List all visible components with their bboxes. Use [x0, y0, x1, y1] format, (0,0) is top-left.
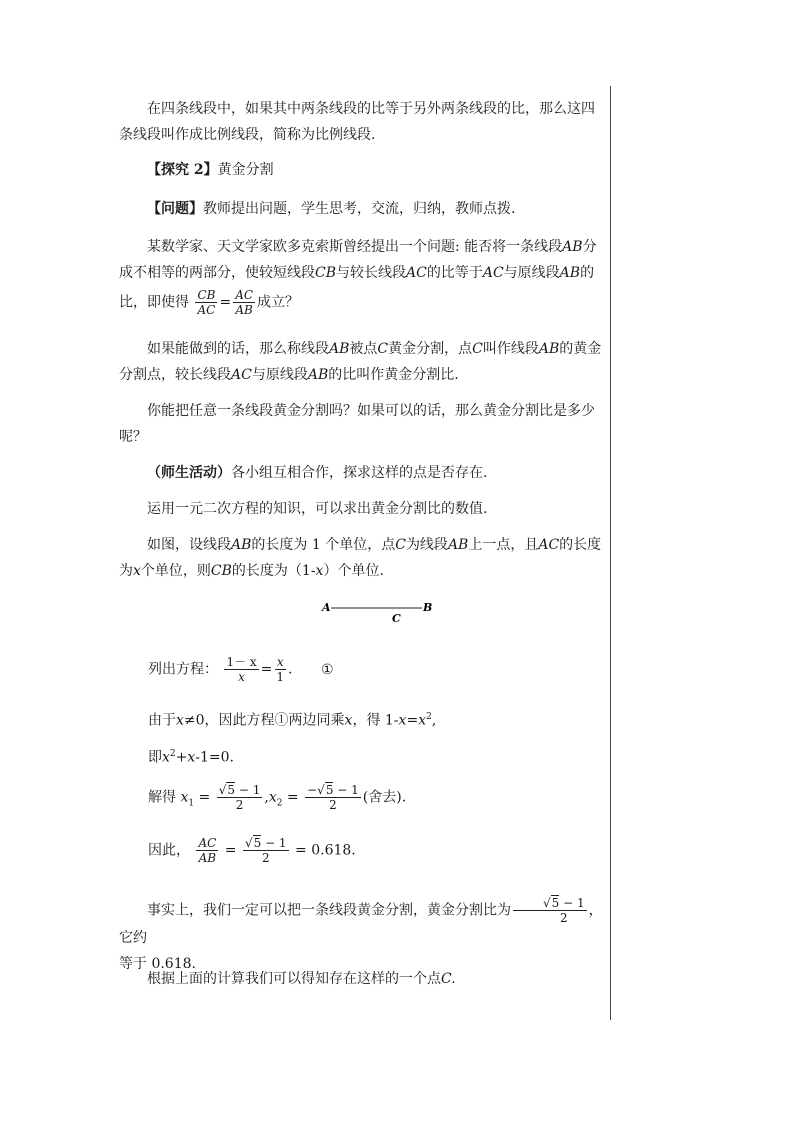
- fraction-x-over-1: $\frac{x}{1}$: [276, 655, 285, 684]
- activity-label: （师生活动）: [147, 465, 231, 481]
- paragraph-setup: 如图，设线段AB的长度为 1 个单位，点C为线段AB上一点，且AC的长度为x个单位，则CB的长度为（1-x）个单位.: [119, 537, 602, 579]
- paragraph-quadratic: 运用一元二次方程的知识，可以求出黄金分割比的数值.: [147, 501, 488, 517]
- question-line: [119, 196, 605, 222]
- table-border-right: [610, 86, 611, 1020]
- equation-solution: 解得 $x_1$ = $\frac{√5 - 1}{2}$ $,x_2$ = $\frac{-√5 - 1}{2}$ (舍去).: [148, 783, 407, 812]
- fraction-root5-minus1-over-2-c: $\frac{√5 - 1}{2}$: [513, 896, 587, 925]
- paragraph-existence: 根据上面的计算我们可以得知存在这样的一个点C.: [147, 971, 456, 987]
- point-a-label: A: [322, 601, 331, 614]
- explore-title: 黄金分割: [217, 162, 274, 178]
- fraction-cb-ac: $\frac{CB}{AC}$: [197, 288, 216, 317]
- equation-number-1: ①: [320, 661, 334, 678]
- fraction-neg-root5-minus1-over-2: $\frac{-√5 - 1}{2}$: [307, 783, 359, 812]
- question-text: 教师提出问题，学生思考，交流，归纳，教师点拨.: [203, 201, 516, 217]
- question-bracket: 【问题】: [147, 201, 203, 217]
- paragraph-activity: （师生活动）各小组互相合作，探求这样的点是否存在.: [147, 465, 488, 481]
- fraction-1-minus-x-over-x: $\frac{1- x}{x}$: [226, 655, 257, 684]
- point-b-label: B: [423, 601, 433, 614]
- paragraph-eudoxus-problem: 某数学家、天文学家欧多克索斯曾经提出一个问题: 能否将一条线段AB分成不相等的两部分，使较短线段CB与较长线段AC的比等于AC与原线段AB的 比，即使得 $\frac{CB}{AC}$ = $\frac{AC}{AB}$ 成立？: [119, 239, 597, 317]
- fraction-ac-ab: $\frac{AC}{AB}$: [235, 288, 254, 317]
- segment-diagram: [320, 598, 440, 628]
- equation-ratio-value: 因此， $\frac{AC}{AB}$ = $\frac{√5 - 1}{2}$ = 0.618.: [148, 836, 356, 865]
- fraction-root5-minus1-over-2-b: $\frac{√5 - 1}{2}$: [244, 836, 287, 865]
- section-explore-2: [119, 157, 605, 183]
- equation-proportion: 列出方程： $\frac{1- x}{x}$ = $\frac{x}{1}$ . ①: [148, 655, 334, 684]
- fraction-ac-over-ab: $\frac{AC}{AB}$: [198, 836, 217, 865]
- paragraph-golden-section-definition: 如果能做到的话，那么称线段AB被点C黄金分割，点C叫作线段AB的黄金分割点，较长线段AC与原线段AB的比叫作黄金分割比.: [119, 341, 602, 383]
- paragraph-proportional-segments: 在四条线段中，如果其中两条线段的比等于另外两条线段的比，那么这四条线段叫作成比例线段，简称为比例线段.: [119, 101, 595, 143]
- paragraph-question-ratio: 你能把任意一条线段黄金分割吗？如果可以的话，那么黄金分割比是多少呢？: [119, 403, 595, 445]
- fraction-root5-minus1-over-2-a: $\frac{√5 - 1}{2}$: [218, 783, 261, 812]
- point-c-label: C: [392, 612, 401, 625]
- paragraph-conclusion: 事实上，我们一定可以把一条线段黄金分割，黄金分割比为 $\frac{√5 - 1}{2}$ ，它约 等于 0.618.: [119, 896, 603, 972]
- equation-quadratic: 即$x^2+x-1=0$.: [148, 749, 235, 766]
- explore-bracket: 【探究 2】: [147, 162, 218, 178]
- equation-multiply: 由于x≠0，因此方程①两边同乘x，得 $1-x=x^2$,: [148, 712, 437, 729]
